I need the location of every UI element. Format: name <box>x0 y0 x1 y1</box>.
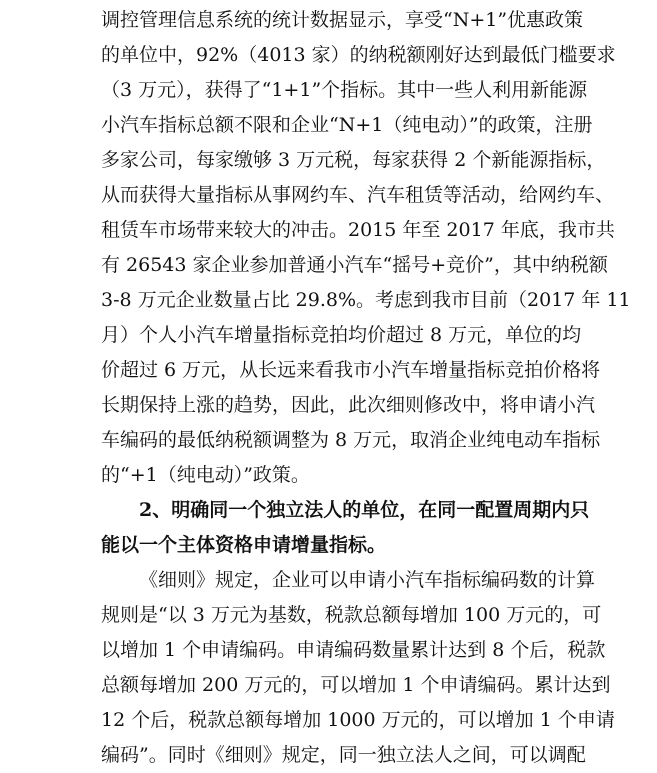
text-line: （3 万元），获得了“1+1”个指标。其中一些人利用新能源 <box>101 79 588 101</box>
text-line: 总额每增加 200 万元的，可以增加 1 个申请编码。累计达到 <box>101 674 611 696</box>
text-line: 有 26543 家企业参加普通小汽车“摇号+竞价”，其中纳税额 <box>101 254 608 276</box>
text-line: 编码”。同时《细则》规定，同一独立法人之间，可以调配 <box>101 744 586 766</box>
text-line: 多家公司，每家缴够 3 万元税，每家获得 2 个新能源指标， <box>101 149 606 171</box>
text-line: 以增加 1 个申请编码。申请编码数量累计达到 8 个后，税款 <box>101 639 606 661</box>
text-line: 规则是“以 3 万元为基数，税款总额每增加 100 万元的，可 <box>101 604 602 626</box>
text-line: 价超过 6 万元，从长远来看我市小汽车增量指标竞拍价格将 <box>101 359 601 381</box>
text-line: 12 个后，税款总额每增加 1000 万元的，可以增加 1 个申请 <box>101 709 615 731</box>
text-line: 3-8 万元企业数量占比 29.8%。考虑到我市目前（2017 年 11 <box>101 289 631 311</box>
text-line: 从而获得大量指标从事网约车、汽车租赁等活动，给网约车、 <box>101 184 615 206</box>
text-line: 的“+1（纯电动）”政策。 <box>101 464 310 486</box>
text-line: 小汽车指标总额不限和企业“N+1（纯电动）”的政策，注册 <box>101 114 593 136</box>
text-line: 月）个人小汽车增量指标竞拍均价超过 8 万元，单位的均 <box>101 324 582 346</box>
text-line: 《细则》规定，企业可以申请小汽车指标编码数的计算 <box>139 569 596 591</box>
section-heading-line: 能以一个主体资格申请增量指标。 <box>101 534 387 556</box>
text-line: 车编码的最低纳税额调整为 8 万元，取消企业纯电动车指标 <box>101 429 601 451</box>
text-line: 的单位中，92%（4013 家）的纳税额刚好达到最低门槛要求 <box>101 44 616 66</box>
text-line: 租赁车市场带来较大的冲击。2015 年至 2017 年底，我市共 <box>101 219 615 241</box>
section-heading-line: 2、明确同一个独立法人的单位，在同一配置周期内只 <box>139 499 590 521</box>
text-line: 调控管理信息系统的统计数据显示，享受“N+1”优惠政策 <box>101 9 584 31</box>
text-line: 长期保持上涨的趋势，因此，此次细则修改中，将申请小汽 <box>101 394 596 416</box>
